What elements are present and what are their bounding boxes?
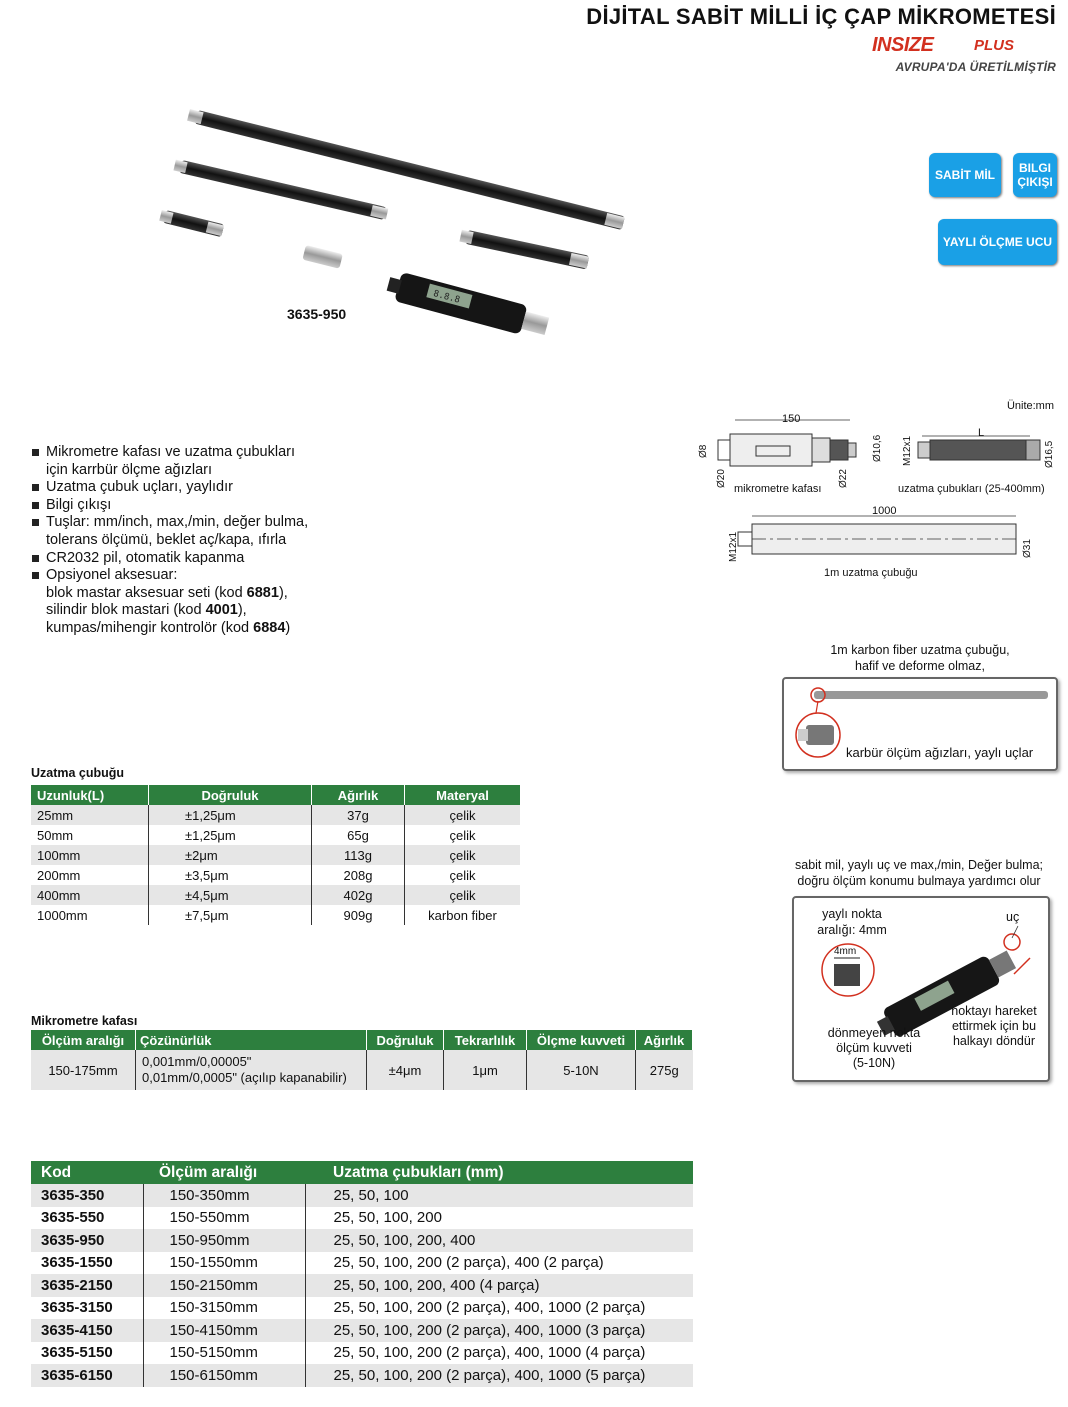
table-cell: çelik bbox=[449, 867, 476, 883]
col-header: Uzatma çubukları (mm) bbox=[305, 1161, 693, 1184]
long-rod-label: 1m uzatma çubuğu bbox=[824, 567, 918, 579]
product-image bbox=[150, 90, 630, 340]
table-cell: ±3,5μm bbox=[149, 865, 312, 885]
col-header: Kod bbox=[31, 1161, 143, 1184]
table-cell: 275g bbox=[636, 1050, 693, 1090]
table-cell: ±4,5μm bbox=[149, 885, 312, 905]
table-row bbox=[31, 865, 520, 885]
table-cell: 37g bbox=[312, 805, 405, 825]
rod-25 bbox=[302, 245, 343, 269]
table-cell: 3635-6150 bbox=[31, 1364, 143, 1387]
table-row bbox=[31, 1319, 693, 1342]
table-cell: 3635-2150 bbox=[31, 1274, 143, 1297]
table-row bbox=[31, 825, 520, 845]
rod-100 bbox=[459, 229, 589, 270]
table-cell: 0,001mm/0,00005" 0,01mm/0,0005" (açılıp kapanabilir) bbox=[136, 1050, 367, 1090]
col-header: Çözünürlük bbox=[136, 1030, 367, 1050]
svg-text:Ø22: Ø22 bbox=[838, 469, 849, 488]
brand-plus: PLUS bbox=[974, 37, 1015, 54]
table-cell: karbon fiber bbox=[428, 907, 497, 923]
col-header: Materyal bbox=[405, 785, 521, 805]
table-cell: ±2μm bbox=[149, 845, 312, 865]
table-cell: 208g bbox=[312, 865, 405, 885]
table-cell: 5-10N bbox=[527, 1050, 636, 1090]
head-table bbox=[31, 1030, 693, 1090]
table-cell: 150-6150mm bbox=[143, 1364, 305, 1387]
table-row bbox=[31, 1297, 693, 1320]
table-cell: çelik bbox=[405, 805, 521, 825]
table-cell: 150-5150mm bbox=[143, 1342, 305, 1365]
table-row bbox=[31, 1050, 693, 1090]
table-row bbox=[31, 885, 520, 905]
table-cell: 25, 50, 100, 200, 400 (4 parça) bbox=[305, 1274, 693, 1297]
page-title: DİJİTAL SABİT MİLLİ İÇ ÇAP MİKROMETESİ bbox=[586, 4, 1056, 29]
feature-item: Bilgi çıkışı bbox=[30, 497, 370, 515]
code-table bbox=[31, 1161, 693, 1387]
table-cell: 150-2150mm bbox=[143, 1274, 305, 1297]
table-cell: 3635-1550 bbox=[31, 1252, 143, 1275]
table-cell: çelik bbox=[405, 885, 521, 905]
svg-text:Ø8: Ø8 bbox=[698, 444, 709, 458]
svg-text:Ø16,5: Ø16,5 bbox=[1044, 440, 1055, 468]
table-cell: 3635-4150 bbox=[31, 1319, 143, 1342]
col-header: Ağırlık bbox=[312, 785, 405, 805]
table-cell: 50mm bbox=[31, 825, 149, 845]
table-cell: 150-950mm bbox=[143, 1229, 305, 1252]
product-code: 3635-950 bbox=[287, 306, 347, 322]
units-label: Ünite:mm bbox=[1006, 400, 1054, 412]
rod-200 bbox=[173, 159, 388, 221]
table-row bbox=[31, 1252, 693, 1275]
table-row bbox=[31, 1342, 693, 1365]
sabit-mil-badge[interactable]: SABİT MİL bbox=[929, 153, 1001, 197]
table-cell: 25, 50, 100, 200 (2 parça), 400, 1000 (4 parça) bbox=[333, 1344, 646, 1362]
carbon-note: karbür ölçüm ağızları, yaylı uçlar bbox=[846, 745, 1034, 760]
feature-list bbox=[30, 444, 370, 638]
table-cell: 150-1550mm bbox=[143, 1252, 305, 1275]
dim-150: 150 bbox=[782, 413, 801, 425]
yayli-olcme-ucu-badge[interactable]: YAYLI ÖLÇME UCU bbox=[938, 219, 1057, 265]
table-cell: ±1,25μm bbox=[149, 825, 312, 845]
table-row bbox=[31, 1184, 693, 1207]
table-cell: 3635-950 bbox=[31, 1229, 143, 1252]
table-row bbox=[31, 805, 520, 825]
feature-item: Mikrometre kafası ve uzatma çubukları için karrbür ölçme ağızları bbox=[30, 444, 370, 479]
table-cell: 150-350mm bbox=[143, 1184, 305, 1207]
table-cell: 3635-350 bbox=[31, 1184, 143, 1207]
table-cell: ±1,25μm bbox=[149, 805, 312, 825]
micrometer-head bbox=[385, 269, 551, 340]
table-row bbox=[31, 1207, 693, 1230]
head-table-title: Mikrometre kafası bbox=[31, 1014, 138, 1028]
table-cell: 3635-550 bbox=[31, 1207, 143, 1230]
table-cell: 150-550mm bbox=[143, 1207, 305, 1230]
col-header: Ölçme kuvveti bbox=[527, 1030, 636, 1050]
brand-name: INSIZE bbox=[872, 34, 934, 56]
table-cell: 25, 50, 100, 200 (2 parça), 400, 1000 (3 parça) bbox=[305, 1319, 693, 1342]
table-cell: 113g bbox=[312, 845, 405, 865]
table-cell: çelik bbox=[405, 845, 521, 865]
rod-table-title: Uzatma çubuğu bbox=[31, 766, 125, 780]
table-row bbox=[31, 1364, 693, 1387]
table-cell: 25, 50, 100, 200, 400 bbox=[305, 1229, 693, 1252]
table-cell: 3635-3150 bbox=[31, 1297, 143, 1320]
brand-logo bbox=[872, 34, 1032, 56]
table-cell: ±7,5μm bbox=[149, 905, 312, 925]
head-caption: sabit mil, yaylı uç ve max,/min, Değer bulma; doğru ölçüm konumu bulmaya yardımcı olur bbox=[795, 858, 1043, 888]
table-cell: çelik bbox=[449, 827, 476, 843]
rod-drawing-label: uzatma çubukları (25-400mm) bbox=[898, 483, 1045, 495]
feature-item: Opsiyonel aksesuar: blok mastar aksesuar seti (kod 6881), silindir blok mastari (kod 4001), kumpas/mihengir kontrolör (kod 6884) bbox=[30, 567, 370, 637]
table-row bbox=[31, 1274, 693, 1297]
table-cell: 400mm bbox=[31, 885, 149, 905]
table-cell: 65g bbox=[312, 825, 405, 845]
feature-item: CR2032 pil, otomatik kapanma bbox=[30, 550, 370, 568]
svg-text:L: L bbox=[978, 427, 985, 439]
table-cell: 200mm bbox=[31, 865, 149, 885]
col-header: Uzunluk(L) bbox=[31, 785, 149, 805]
svg-text:M12x1: M12x1 bbox=[728, 531, 739, 562]
svg-text:1000: 1000 bbox=[872, 505, 897, 517]
table-cell: 150-175mm bbox=[31, 1050, 136, 1090]
table-cell: 25, 50, 100, 200 (2 parça), 400, 1000 (2 parça) bbox=[333, 1299, 646, 1317]
table-row bbox=[31, 905, 520, 925]
col-header: Ağırlık bbox=[636, 1030, 693, 1050]
table-cell: 100mm bbox=[31, 845, 149, 865]
col-header: Doğruluk bbox=[367, 1030, 444, 1050]
col-header: Doğruluk bbox=[149, 785, 312, 805]
table-cell: 25, 50, 100 bbox=[305, 1184, 693, 1207]
svg-text:8.8.8: 8.8.8 bbox=[432, 289, 461, 306]
table-cell: 402g bbox=[312, 885, 405, 905]
head-drawing-label: mikrometre kafası bbox=[734, 483, 822, 495]
feature-item: Tuşlar: mm/inch, max,/min, değer bulma, tolerans ölçümü, beklet aç/kapa, ıfırla bbox=[30, 514, 370, 549]
table-cell: ±4μm bbox=[367, 1050, 444, 1090]
table-cell: 25mm bbox=[31, 805, 149, 825]
svg-text:Ø31: Ø31 bbox=[1022, 539, 1033, 558]
bilgi-cikisi-badge[interactable]: BILGI ÇIKIŞI bbox=[1013, 153, 1057, 197]
table-row bbox=[31, 845, 520, 865]
rod-400 bbox=[187, 108, 625, 230]
col-header: Ölçüm aralığı bbox=[143, 1161, 305, 1184]
table-row bbox=[31, 1229, 693, 1252]
feature-item: Uzatma çubuk uçları, yaylıdır bbox=[30, 479, 370, 497]
rod-50 bbox=[159, 209, 224, 237]
table-cell: 150-4150mm bbox=[143, 1319, 305, 1342]
table-cell: 150-3150mm bbox=[143, 1297, 305, 1320]
table-cell: 1μm bbox=[444, 1050, 527, 1090]
table-cell: 3635-5150 bbox=[31, 1342, 143, 1365]
table-cell: 25, 50, 100, 200 (2 parça), 400 (2 parça) bbox=[333, 1254, 604, 1272]
svg-text:Ø20: Ø20 bbox=[716, 469, 727, 488]
table-cell: 1000mm bbox=[31, 905, 149, 925]
carbon-rod-box bbox=[782, 677, 1058, 771]
technical-drawing bbox=[690, 410, 1060, 585]
rod-table bbox=[31, 785, 520, 925]
table-cell: 909g bbox=[312, 905, 405, 925]
table-cell: 25, 50, 100, 200 bbox=[333, 1209, 442, 1227]
svg-text:M12x1: M12x1 bbox=[902, 435, 913, 466]
col-header: Tekrarlılık bbox=[444, 1030, 527, 1050]
svg-text:Ø10,6: Ø10,6 bbox=[872, 434, 883, 462]
col-header: Ölçüm aralığı bbox=[31, 1030, 136, 1050]
made-in-label: AVRUPA'DA ÜRETİLMİŞTİR bbox=[895, 60, 1056, 74]
table-cell: 25, 50, 100, 200 (2 parça), 400, 1000 (5 parça) bbox=[305, 1364, 693, 1387]
head-detail-box: yaylı nokta aralığı: 4mm 4mm uç noktayı hareket ettirmek için bu halkayı döndür dönmeyen nokta ölçüm kuvveti (5-10N) bbox=[792, 896, 1050, 1082]
carbon-caption: 1m karbon fiber uzatma çubuğu, hafif ve deforme olmaz, bbox=[830, 643, 1010, 673]
